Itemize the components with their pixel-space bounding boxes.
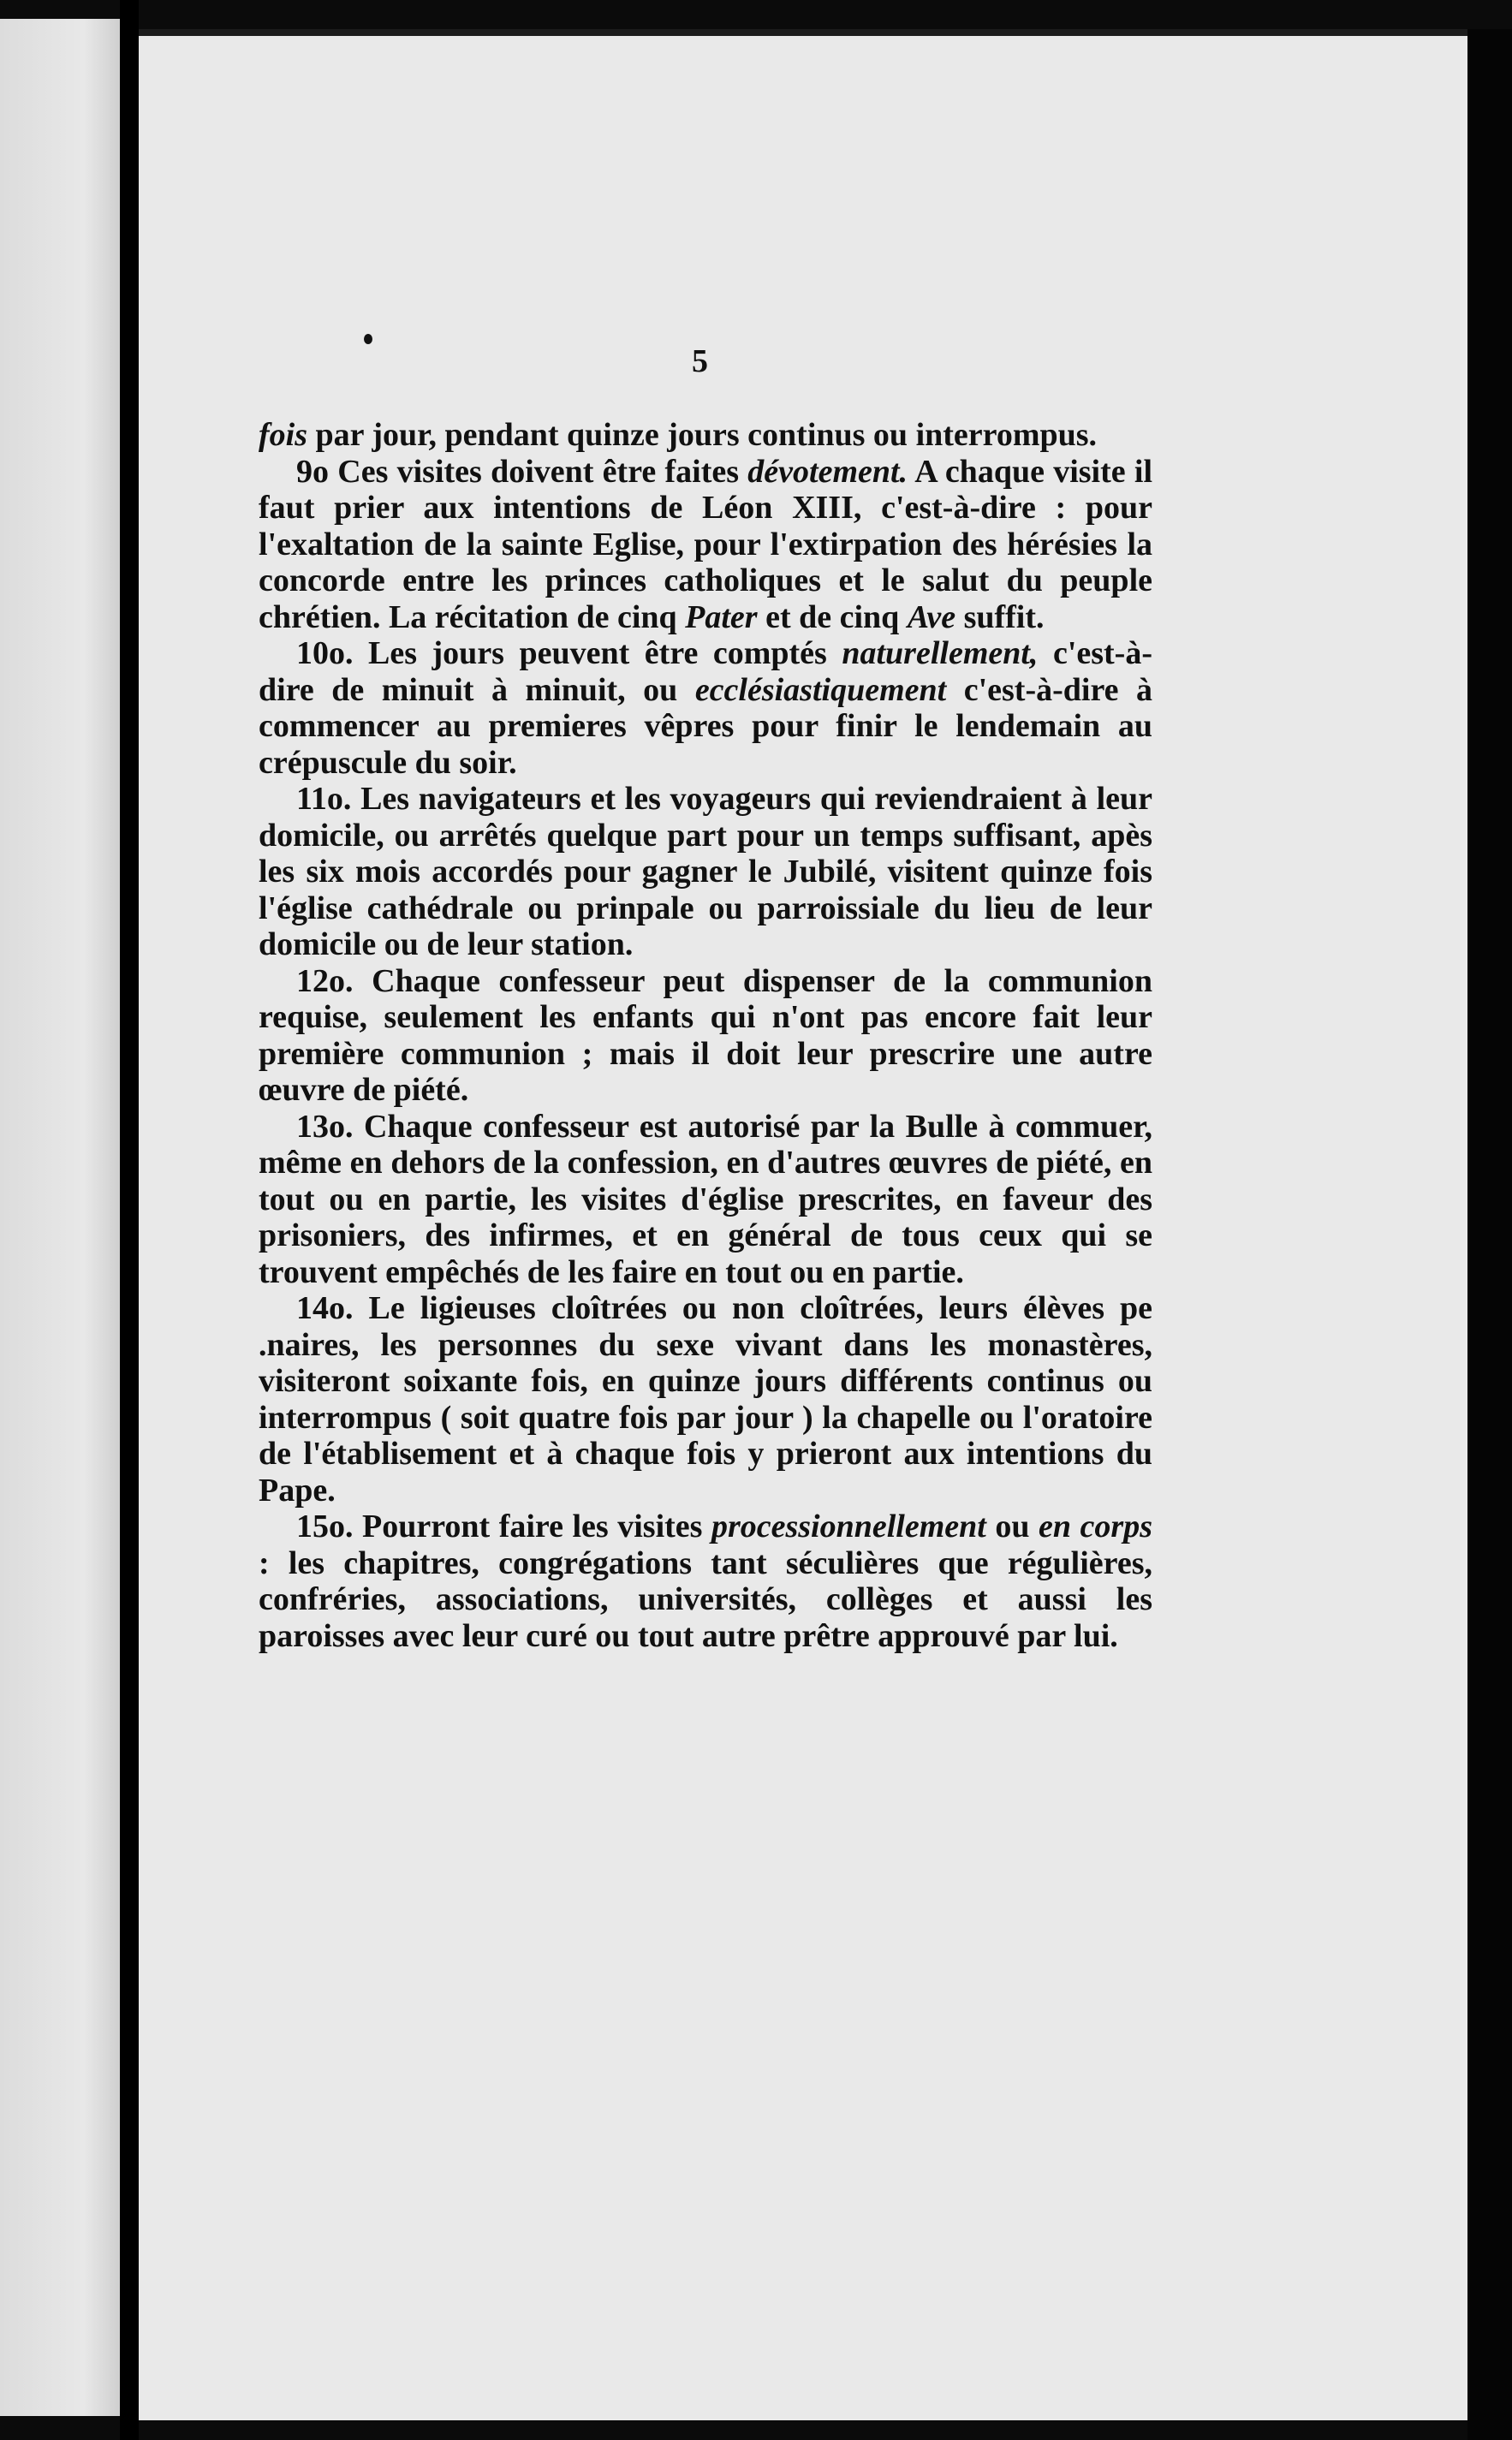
- italic-text-run: Pater: [685, 598, 758, 635]
- text-run: 14o. Le ligieuses cloîtrées ou non cloîtrées, leurs élèves pe .naires, les personnes du sexe vivant dans les monastères, visiteront soixante fois, en quinze jours différents continus ou interrompus ( soit quatre fois par jour ) la chapelle ou l'oratoire de l'établisement et à chaque fois y prieront aux intentions du Pape.: [259, 1290, 1152, 1509]
- page-right-edge: [1467, 29, 1512, 2440]
- text-run: c'est-à-dire de minuit à minuit, ou: [259, 635, 1152, 708]
- italic-text-run: fois: [259, 417, 307, 453]
- ink-dot-mark: [364, 334, 372, 344]
- text-run: ou: [985, 1509, 1039, 1544]
- paragraph: [259, 1509, 1152, 1654]
- text-run: 12o. Chaque confesseur peut dispenser de la communion requise, seulement les enfants qui n'ont pas encore fait leur première communion ; mais il doit leur prescrire une autre œuvre de piété.: [259, 962, 1152, 1108]
- text-run: suffit.: [955, 598, 1045, 635]
- text-run: et de cinq: [757, 598, 908, 635]
- text-run: par jour, pendant quinze jours continus ou interrompus.: [307, 417, 1098, 453]
- facing-page-edge: [0, 19, 120, 2416]
- text-run: 13o. Chaque confesseur est autorisé par la Bulle à commuer, même en dehors de la confession, en d'autres œuvres de piété, en tout ou en partie, les visites d'église prescrites, en faveur des prisoniers, des infirmes, et en général de tous ceux qui se trouvent empêchés de les faire en tout ou en partie.: [259, 1108, 1152, 1290]
- italic-text-run: processionnellement: [711, 1509, 986, 1544]
- book-gutter: [120, 0, 139, 2440]
- italic-text-run: Ave: [907, 598, 956, 635]
- text-run: 15o. Pourront faire les visites: [296, 1509, 711, 1544]
- paragraph: [259, 1109, 1152, 1291]
- page-number: 5: [692, 343, 708, 379]
- page-top-edge: [139, 29, 1467, 36]
- text-run: 11o. Les navigateurs et les voyageurs qui reviendraient à leur domicile, ou arrêtés quelque part pour un temps suffisant, apès les six mois accordés pour gagner le Jubilé, visitent quinze fois l'église cathédrale ou prinpale ou parroissiale du lieu de leur domicile ou de leur station.: [259, 781, 1152, 962]
- body-text: [259, 417, 1152, 1654]
- paragraph: [259, 963, 1152, 1109]
- paragraph: [259, 635, 1152, 781]
- paragraph: [259, 417, 1152, 454]
- paragraph: [259, 1290, 1152, 1509]
- italic-text-run: ecclésiastiquement: [694, 671, 947, 708]
- text-run: 9o Ces visites doivent être faites: [296, 453, 748, 490]
- text-run: : les chapitres, congrégations tant séculières que régulières, confréries, associations, universités, collèges et aussi les paroisses avec leur curé ou tout autre prêtre approuvé par lui.: [259, 1544, 1152, 1654]
- paragraph: [259, 781, 1152, 963]
- italic-text-run: naturellement,: [842, 635, 1039, 671]
- text-run: 10o. Les jours peuvent être comptés: [296, 635, 842, 671]
- text-run: A chaque visite il faut prier aux intentions de Léon XIII, c'est-à-dire : pour l'exaltation de la sainte Eglise, pour l'extirpation des hérésies la concorde entre les princes catholiques et le salut du peuple chrétien. La récitation de cinq: [259, 453, 1153, 635]
- italic-text-run: en corps: [1039, 1509, 1152, 1544]
- paragraph: [259, 454, 1152, 636]
- text-run: c'est-à-dire à commencer au premieres vêpres pour finir le lendemain au crépuscule du soir.: [259, 671, 1152, 781]
- italic-text-run: dévotement.: [747, 453, 908, 490]
